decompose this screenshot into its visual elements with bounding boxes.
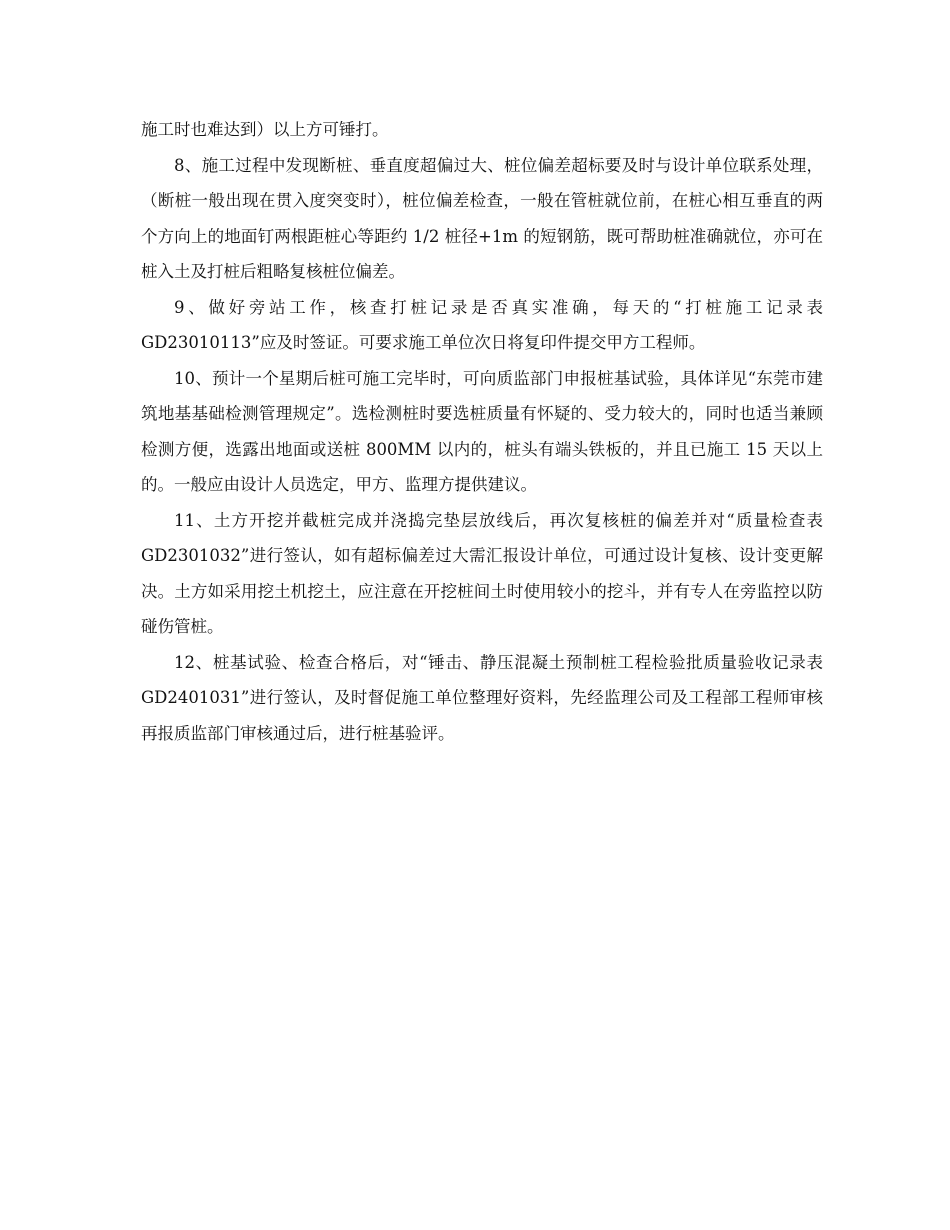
paragraph-item-9: 9、做好旁站工作，核查打桩记录是否真实准确，每天的“打桩施工记录表 GD23010113”应及时签证。可要求施工单位次日将复印件提交甲方工程师。 — [141, 297, 823, 352]
paragraph-item-11: 11、土方开挖并截桩完成并浇捣完垫层放线后，再次复核桩的偏差并对“质量检查表 GD2301032”进行签认，如有超标偏差过大需汇报设计单位，可通过设计复核、设计变更解决。土方如采用挖土机挖土，应注意在开挖桩间土时使用较小的挖斗，并有专人在旁监控以防碰伤管桩。 — [141, 510, 823, 636]
paragraph-item-10: 10、预计一个星期后桩可施工完毕时，可向质监部门申报桩基试验，具体详见“东莞市建筑地基基础检测管理规定”。选检测桩时要选桩质量有怀疑的、受力较大的，同时也适当兼顾检测方便，选露出地面或送桩 800MM 以内的，桩头有端头铁板的，并且已施工 15 天以上的。一般应由设计人员选定，甲方、监理方提供建议。 — [141, 368, 823, 494]
document-body — [141, 112, 823, 751]
paragraph-item-8: 8、施工过程中发现断桩、垂直度超偏过大、桩位偏差超标要及时与设计单位联系处理，（断桩一般出现在贯入度突变时），桩位偏差检查，一般在管桩就位前，在桩心相互垂直的两个方向上的地面钉两根距桩心等距约 1/2 桩径+1m 的短钢筋，既可帮助桩准确就位，亦可在桩入土及打桩后粗略复核桩位偏差。 — [141, 155, 823, 281]
paragraph-continuation: 施工时也难达到）以上方可锤打。 — [141, 120, 389, 139]
paragraph-item-12: 12、桩基试验、检查合格后，对“锤击、静压混凝土预制桩工程检验批质量验收记录表 GD2401031”进行签认，及时督促施工单位整理好资料，先经监理公司及工程部工程师审核再报质监部门审核通过后，进行桩基验评。 — [141, 652, 823, 743]
